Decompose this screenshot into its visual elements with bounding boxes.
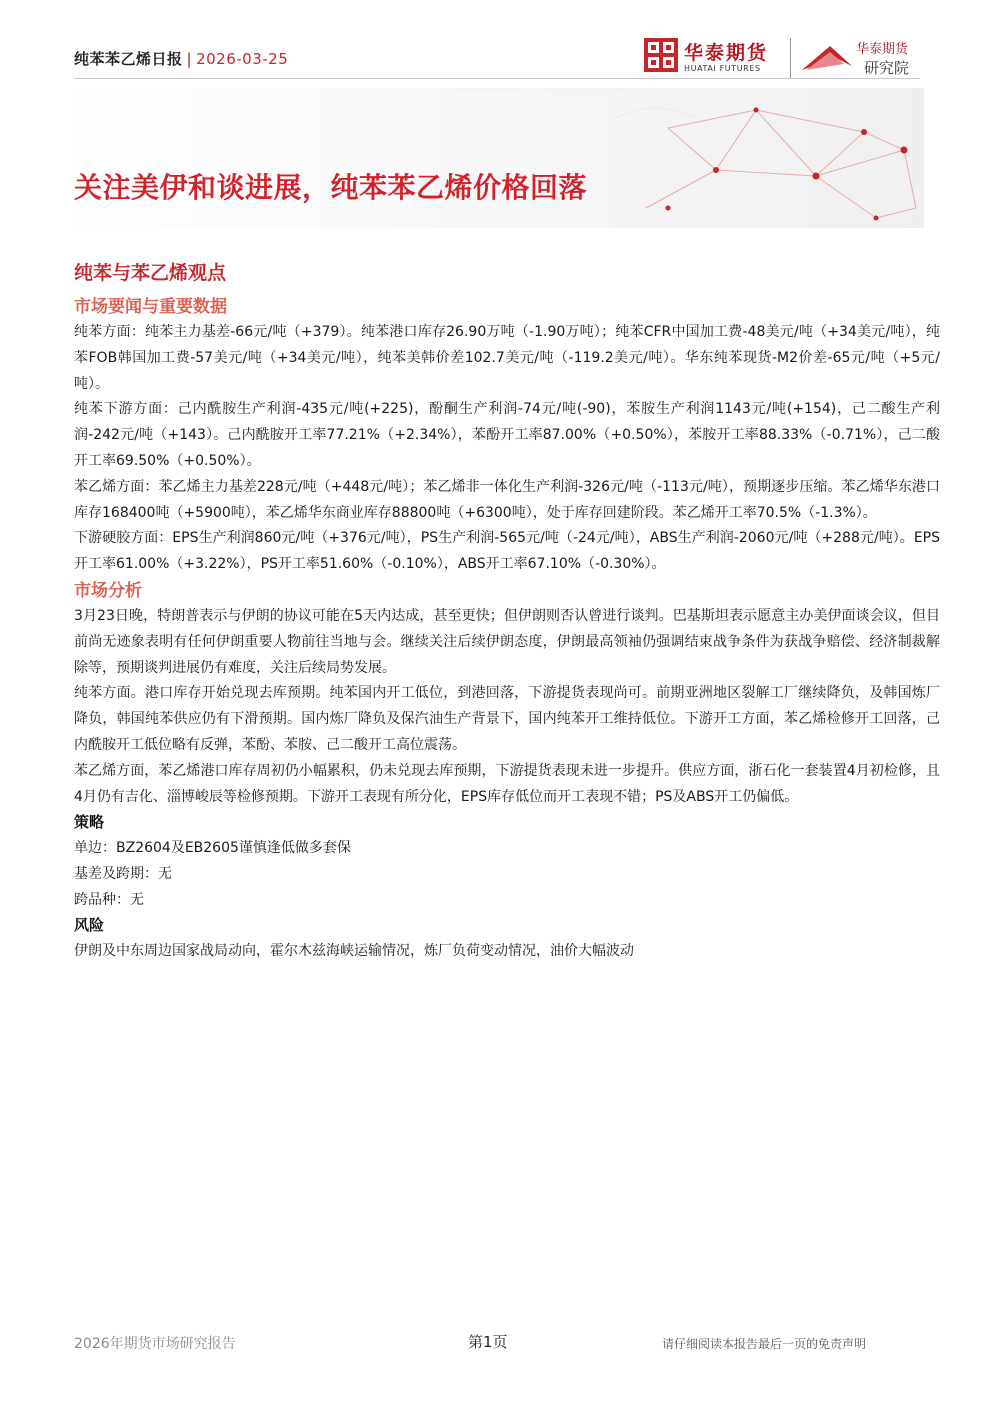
page-number: 第1页 xyxy=(468,1333,508,1351)
research-logo-line2: 研究院 xyxy=(864,59,910,77)
report-title: 关注美伊和谈进展，纯苯苯乙烯价格回落 xyxy=(74,171,588,204)
title-banner xyxy=(56,88,924,228)
analysis-paragraph-styrene: 苯乙烯方面，苯乙烯港口库存周初仍小幅累积，仍未兑现去库预期，下游提货表现未进一步提升。供应方面，浙石化一套装置4月初检修，且4月仍有吉化、淄博峻辰等检修预期。下游开工表现有所分化，EPS库存低位而开工表现不错；PS及ABS开工仍偏低。 xyxy=(74,762,940,805)
report-header xyxy=(74,48,288,69)
news-paragraph-benzene-downstream: 纯苯下游方面：己内酰胺生产利润-435元/吨(+225)，酚酮生产利润-74元/吨(-90)，苯胺生产利润1143元/吨(+154)，己二酸生产利润-242元/吨（+143）。己内酰胺开工率77.21%（+2.34%），苯酚开工率87.00%（+0.50%），苯胺开工率88.33%（-0.71%），己二酸开工率69.50%（+0.50%）。 xyxy=(74,401,940,469)
risk-text: 伊朗及中东周边国家战局动向，霍尔木兹海峡运输情况，炼厂负荷变动情况，油价大幅波动 xyxy=(74,943,634,960)
report-body xyxy=(74,258,940,964)
huatai-logo-icon xyxy=(644,38,678,72)
network-decoration-icon xyxy=(56,88,924,228)
report-date: 2026-03-25 xyxy=(196,50,289,68)
news-paragraph-hard-plastics: 下游硬胶方面：EPS生产利润860元/吨（+376元/吨），PS生产利润-565元/吨（-24元/吨），ABS生产利润-2060元/吨（+288元/吨）。EPS开工率61.00%（+3.22%），PS开工率51.60%（-0.10%），ABS开工率67.10%（-0.30%）。 xyxy=(74,530,940,573)
report-name: 纯苯苯乙烯日报 xyxy=(74,50,183,68)
strategy-single-side: 单边：BZ2604及EB2605谨慎逢低做多套保 xyxy=(74,840,351,857)
risk-heading: 风险 xyxy=(74,916,105,935)
news-heading: 市场要闻与重要数据 xyxy=(74,297,227,317)
logo-divider xyxy=(790,38,791,78)
research-logo-line1: 华泰期货 xyxy=(856,42,909,57)
strategy-cross-product: 跨品种：无 xyxy=(74,892,144,909)
analysis-heading: 市场分析 xyxy=(74,580,142,601)
news-paragraph-styrene: 苯乙烯方面：苯乙烯主力基差228元/吨（+448元/吨）；苯乙烯非一体化生产利润-326元/吨（-113元/吨），预期逐步压缩。苯乙烯华东港口库存168400吨（+5900吨），苯乙烯华东商业库存88800吨（+6300吨），处于库存回建阶段。苯乙烯开工率70.5%（-1.3%）。 xyxy=(74,478,940,521)
research-institute-logo xyxy=(800,36,924,80)
strategy-heading: 策略 xyxy=(74,813,105,832)
analysis-paragraph-benzene: 纯苯方面。港口库存开始兑现去库预期。纯苯国内开工低位，到港回落，下游提货表现尚可。前期亚洲地区裂解工厂继续降负，及韩国炼厂降负，韩国纯苯供应仍有下滑预期。国内炼厂降负及保汽油生产背景下，国内纯苯开工维持低位。下游开工方面，苯乙烯检修开工回落，己内酰胺开工低位略有反弹，苯酚、苯胺、己二酸开工高位震荡。 xyxy=(74,685,940,753)
header-rule xyxy=(74,78,920,79)
analysis-paragraph-geopolitics: 3月23日晚，特朗普表示与伊朗的协议可能在5天内达成，甚至更快；但伊朗则否认曾进行谈判。巴基斯坦表示愿意主办美伊面谈会议，但目前尚无迹象表明有任何伊朗重要人物前往当地与会。继续关注后续伊朗态度，伊朗最高领袖仍强调结束战争条件为获战争赔偿、经济制裁解除等，预期谈判进展仍有难度，关注后续局势发展。 xyxy=(74,607,940,676)
header-separator: | xyxy=(186,50,193,68)
section-title: 纯苯与苯乙烯观点 xyxy=(74,262,227,284)
logo-name-en: HUATAI FUTURES xyxy=(684,64,761,73)
research-logo-icon xyxy=(800,40,856,74)
footer-disclaimer: 请仔细阅读本报告最后一页的免责声明 xyxy=(662,1337,867,1351)
huatai-futures-logo xyxy=(644,36,784,78)
footer-report-type: 2026年期货市场研究报告 xyxy=(74,1336,236,1352)
strategy-basis-spread: 基差及跨期：无 xyxy=(74,866,172,883)
logo-name-cn: 华泰期货 xyxy=(684,42,769,64)
news-paragraph-benzene: 纯苯方面：纯苯主力基差-66元/吨（+379）。纯苯港口库存26.90万吨（-1.90万吨）；纯苯CFR中国加工费-48美元/吨（+34美元/吨），纯苯FOB韩国加工费-57美元/吨（+34美元/吨），纯苯美韩价差102.7美元/吨（-119.2美元/吨）。华东纯苯现货-M2价差-65元/吨（+5元/吨）。 xyxy=(74,324,940,392)
page-header xyxy=(0,0,992,90)
